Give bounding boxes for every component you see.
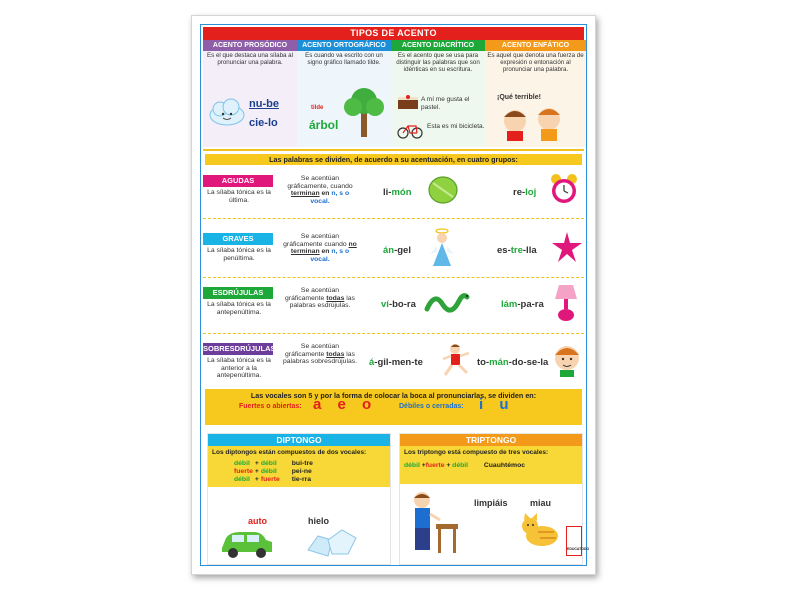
strong-vowels-label: Fuertes o abiertas: [239,403,302,410]
row-divider [203,333,584,334]
ortografico-desc: Es cuando va escrito con un signo gráfico llamado tilde. [305,52,383,66]
miau-word: miau [530,498,552,508]
esdrujulas-rule: Se acentúan gráficamente todas las palabras esdrújulas. [285,287,355,309]
kids-icon [497,105,577,141]
prosodico-header: ACENTO PROSÓDICO [203,40,297,51]
ortografico-header: ACENTO ORTOGRÁFICO [297,40,391,51]
reloj-word: re-loj [513,187,537,198]
cake-icon [397,95,419,111]
limon-word: li-món [383,187,412,198]
vowels-intro: Las vocales son 5 y por la forma de colocar la boca al pronunciarlas, se dividen en: [250,391,537,400]
divider [203,149,584,151]
triptongo-panel [400,446,582,484]
sobresdrujulas-desc: La sílaba tónica es la anterior a la antepenúltima. [207,357,271,379]
ice-icon [304,526,360,560]
estrella-word: es-tre-lla [497,245,537,256]
triptongo-box [399,433,590,565]
agudas-desc: La sílaba tónica es la última. [207,189,271,204]
table-row: débil + débil bui-tre [234,460,313,467]
poster-title: TIPOS DE ACENTO [203,27,584,40]
graves-rule: Se acentúan gráficamente cuando no terminan en n, s o vocal. [283,233,357,263]
angel-icon [429,228,455,268]
lamp-icon [553,283,579,323]
strong-vowels: a e o [313,396,378,413]
poster [191,15,596,575]
cleaning-boy-icon [406,490,460,560]
vibora-word: ví-bo-ra [381,299,416,310]
boy-face-icon [553,343,581,377]
triptongo-title: TRIPTONGO [400,434,582,446]
bicycle-icon [397,123,423,139]
agudas-label: AGUDAS [203,175,273,187]
cloud-icon [207,97,247,127]
sobresdrujulas-rule: Se acentúan gráficamente todas las palabras sobresdrújulas. [282,343,358,365]
esdrujulas-desc: La sílaba tónica es la antepenúltima. [207,301,271,316]
triptongo-formula: débil +fuerte + débil Cuauhtémoc [404,462,526,469]
hielo-word: hielo [308,516,330,526]
row-divider [203,218,584,219]
running-girl-icon [441,343,471,381]
brand-logo: EDUCATODO [566,526,582,556]
diptongo-table [234,460,313,484]
tomandosela-word: to-mán-do-se-la [477,357,549,368]
diacritico-example-2: Esta es mi bicicleta. [427,123,485,130]
esdrujulas-label: ESDRÚJULAS [203,287,273,299]
groups-intro: Las palabras se dividen, de acuerdo a su acentuación, en cuatro grupos: [205,154,582,165]
diptongo-box [207,433,391,565]
poster-content [200,24,590,566]
agilmente-word: á-gil-men-te [369,357,423,368]
limpiais-word: limpiáis [474,498,508,508]
diptongo-panel [208,446,390,487]
row-divider [203,277,584,278]
nube-word: nu-be [249,98,279,110]
prosodico-desc: Es el que destaca una sílaba al pronunciar una palabra. [207,52,293,66]
arbol-word: árbol [309,118,339,132]
triptongo-desc: Los triptongo está compuesto de tres vocales: [404,449,549,456]
angel-word: án-gel [383,245,411,256]
diptongo-desc: Los diptongos están compuestos de dos vocales: [212,449,367,456]
enfatico-desc: Es aquel que denota una fuerza de expresión o entonación al pronunciar una palabra. [487,52,584,73]
cat-icon [520,512,560,548]
sobresdrujulas-label: SOBRESDRÚJULAS [203,344,276,353]
star-icon [551,231,583,263]
enfatico-header: ACENTO ENFÁTICO [485,40,586,51]
agudas-rule: Se acentúan gráficamente, cuando terminan en n, s o vocal. [287,175,353,205]
table-row: débil + fuerte tie-rra [234,476,312,483]
cielo-word: cie-lo [249,117,278,129]
diacritico-example-1: A mí me gusta el pastel. [421,96,470,111]
alarm-clock-icon [549,173,579,205]
weak-vowels-label: Débiles o cerradas: [399,403,464,410]
tree-icon [343,83,385,139]
snake-icon [423,287,469,317]
weak-vowels: i u [479,396,515,413]
lime-icon [427,175,459,205]
lampara-word: lám-pa-ra [501,299,544,310]
diacritico-header: ACENTO DIACRÍTICO [391,40,485,51]
table-row: fuerte + débil pei-ne [234,468,312,475]
diptongo-title: DIPTONGO [208,434,390,446]
auto-word: auto [248,516,267,526]
graves-desc: La sílaba tónica es la penúltima. [207,247,271,262]
car-icon [218,528,274,560]
diacritico-desc: Es el acento que se usa para distinguir las palabras que son idénticas en su escritura. [396,52,480,73]
tilde-label: tilde [311,105,324,111]
graves-label: GRAVES [203,233,273,245]
enfatico-example: ¡Qué terrible! [497,94,541,101]
